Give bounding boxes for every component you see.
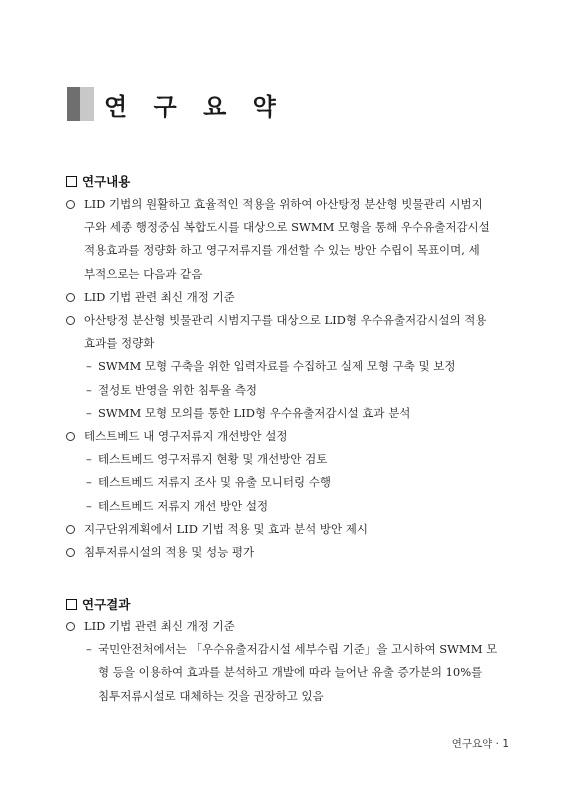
circle-bullet-icon [66, 293, 75, 302]
body-line: 국민안전처에서는 「우수유출저감시설 세부수립 기준」을 고시하여 SWMM 모 [98, 642, 498, 657]
title-bar-dark [67, 87, 80, 121]
dash-bullet: – [86, 642, 92, 657]
body-line: 테스트베드 저류지 조사 및 유출 모니터링 수행 [98, 475, 332, 490]
body-line: 형 등을 이용하여 효과를 분석하고 개발에 따라 늘어난 유출 증가분의 10%를 [98, 665, 483, 680]
page-footer: 연구요약 · 1 [451, 738, 509, 750]
dash-bullet: – [86, 452, 92, 467]
body-line: 테스트베드 내 영구저류지 개선방안 설정 [84, 429, 288, 443]
section-title: 연구결과 [82, 597, 131, 612]
page-title-block [67, 86, 285, 122]
circle-bullet-icon [66, 316, 75, 325]
body-line: 효과를 정량화 [84, 336, 155, 351]
body-line: 절성토 반영을 위한 침투율 측정 [98, 382, 258, 397]
dash-bullet: – [86, 475, 92, 490]
body-line: LID 기법 관련 최신 개정 기준 [84, 289, 235, 304]
body-line: SWMM 모형 모의를 통한 LID형 우수유출저감시설 효과 분석 [98, 405, 411, 420]
body-line: 부적으로는 다음과 같음 [84, 266, 203, 281]
section-heading-content [66, 172, 130, 190]
body-line: 침투저류시설로 대체하는 것을 권장하고 있음 [98, 688, 324, 703]
body-line: LID 기법 관련 최신 개정 기준 [84, 619, 235, 633]
body-line: SWMM 모형 구축을 위한 입력자료를 수집하고 실제 모형 구축 및 보정 [98, 359, 456, 374]
circle-bullet-icon [66, 200, 75, 209]
body-line: 테스트베드 영구저류지 현황 및 개선방안 검토 [98, 452, 328, 467]
circle-bullet-icon [66, 525, 75, 534]
page-title: 연 구 요 약 [104, 92, 285, 121]
checkbox-icon [66, 599, 77, 610]
body-line: 지구단위계획에서 LID 기법 적용 및 효과 분석 방안 제시 [84, 521, 368, 536]
title-bar-light [80, 87, 94, 121]
dash-bullet: – [86, 405, 92, 420]
body-line: 테스트베드 저류지 개선 방안 설정 [98, 498, 269, 513]
checkbox-icon [66, 176, 77, 187]
dash-bullet: – [86, 498, 92, 513]
dash-bullet: – [86, 382, 92, 397]
section-heading-results [66, 595, 130, 613]
section-title: 연구내용 [82, 174, 131, 189]
body-line: 침투저류시설의 적용 및 성능 평가 [84, 545, 255, 559]
circle-bullet-icon [66, 548, 75, 557]
body-line: 구와 세종 행정중심 복합도시를 대상으로 SWMM 모형을 통해 우수유출저감시설 [84, 220, 490, 235]
circle-bullet-icon [66, 622, 75, 631]
circle-bullet-icon [66, 432, 75, 441]
body-line: LID 기법의 원활하고 효율적인 적용을 위하여 아산탕정 분산형 빗물관리 시범지 [84, 197, 483, 211]
dash-bullet: – [86, 359, 92, 374]
body-line: 적용효과를 정량화 하고 영구저류지를 개선할 수 있는 방안 수립이 목표이며, 세 [84, 243, 480, 258]
body-line: 아산탕정 분산형 빗물관리 시범지구를 대상으로 LID형 우수유출저감시설의 적용 [84, 313, 487, 327]
